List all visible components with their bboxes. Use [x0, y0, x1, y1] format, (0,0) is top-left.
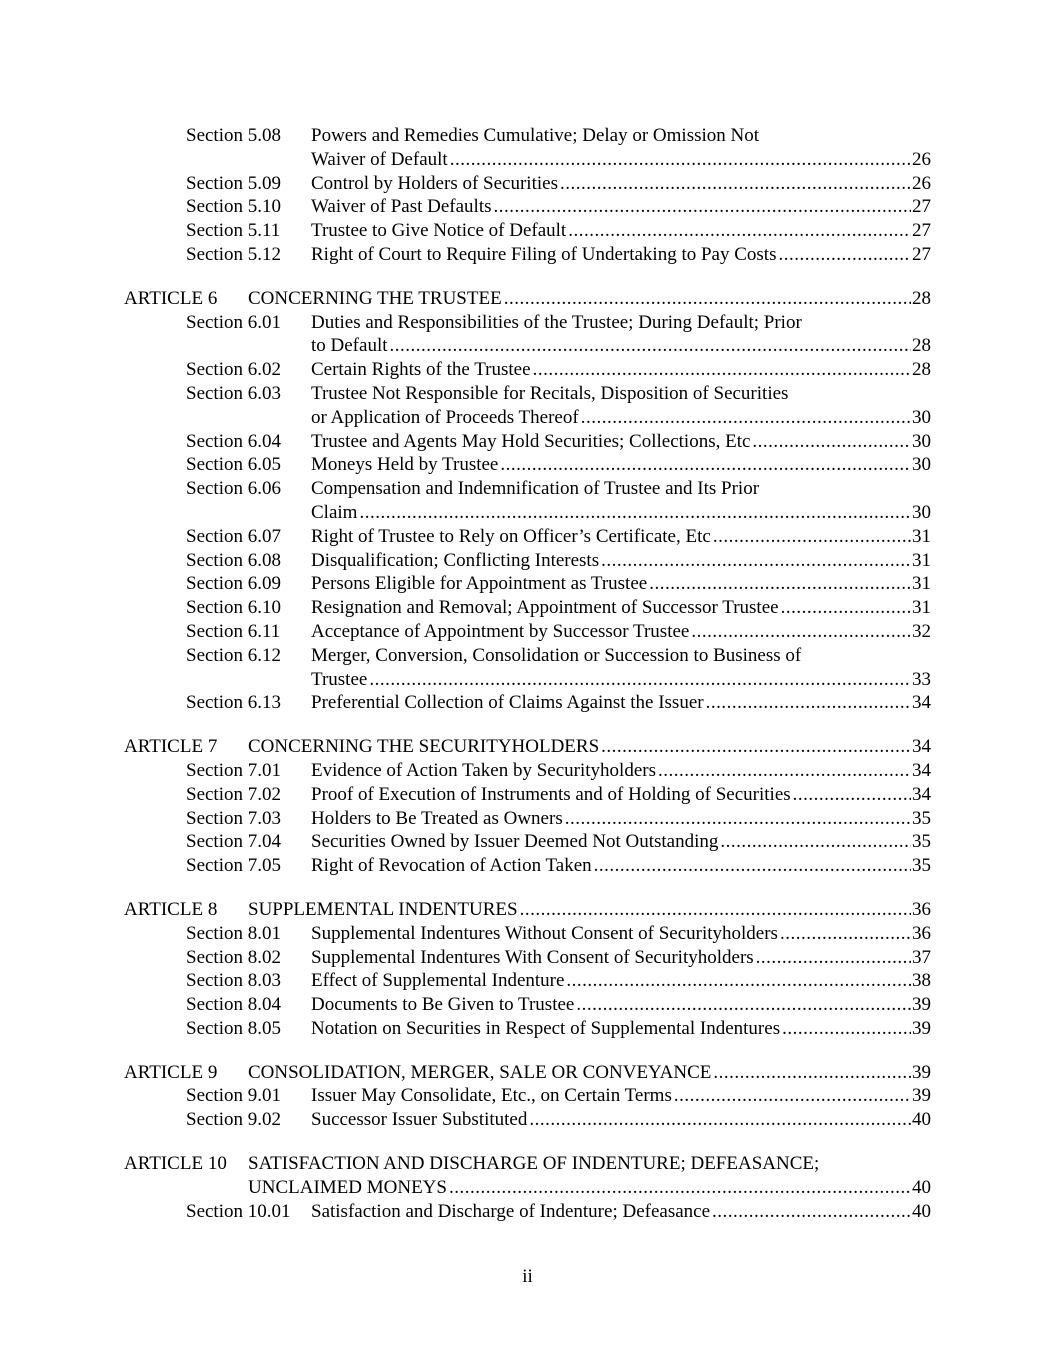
dot-leader: [359, 501, 911, 525]
page-reference: 36: [912, 922, 931, 944]
toc-section-row[interactable]: [0, 430, 1055, 454]
entry-title: CONCERNING THE SECURITYHOLDERS: [248, 736, 600, 758]
section-number: Section 6.13: [186, 692, 281, 714]
dot-leader: [601, 549, 911, 573]
toc-leader-line: [311, 501, 931, 525]
toc-section-row[interactable]: [0, 148, 1055, 172]
dot-leader: [713, 1061, 911, 1085]
article-number: ARTICLE 6: [124, 287, 218, 309]
dot-leader: [494, 195, 912, 219]
section-number: Section 6.02: [186, 359, 281, 381]
page-reference: 35: [912, 855, 931, 877]
entry-title: Control by Holders of Securities: [311, 172, 558, 194]
toc-section-row[interactable]: [0, 1084, 1055, 1108]
toc-article-row[interactable]: [0, 898, 1055, 922]
article-number: ARTICLE 9: [124, 1061, 218, 1083]
toc-section-row[interactable]: [0, 993, 1055, 1017]
page-reference: 30: [912, 454, 931, 476]
section-number: Section 6.08: [186, 549, 281, 571]
entry-title: Moneys Held by Trustee: [311, 454, 499, 476]
article-number: ARTICLE 8: [124, 898, 218, 920]
toc-leader-line: [248, 1176, 931, 1200]
section-number: Section 8.05: [186, 1017, 281, 1039]
entry-title: Documents to Be Given to Trustee: [311, 994, 575, 1016]
entry-title: Certain Rights of the Trustee: [311, 359, 531, 381]
page-reference: 33: [912, 668, 931, 690]
toc-section-row[interactable]: [0, 195, 1055, 219]
entry-title: Claim: [311, 501, 358, 523]
entry-title: Right of Revocation of Action Taken: [311, 855, 592, 877]
dot-leader: [649, 572, 911, 596]
dot-leader: [594, 854, 911, 878]
dot-leader: [560, 172, 911, 196]
toc-section-row[interactable]: [0, 243, 1055, 267]
entry-title: Trustee: [311, 668, 368, 690]
toc-spacer: [0, 715, 1055, 735]
page-reference: 28: [912, 335, 931, 357]
page-reference: 39: [912, 1017, 931, 1039]
entry-title: SUPPLEMENTAL INDENTURES: [248, 898, 518, 920]
dot-leader: [712, 1200, 911, 1224]
toc-section-row: [0, 477, 1055, 501]
dot-leader: [450, 148, 911, 172]
toc-leader-line: [311, 525, 931, 549]
toc-leader-line: [311, 691, 931, 715]
page-reference: 30: [912, 430, 931, 452]
toc-section-row[interactable]: [0, 946, 1055, 970]
toc-leader-line: [311, 1200, 931, 1224]
section-number: Section 6.11: [186, 620, 281, 642]
toc-section-row[interactable]: [0, 759, 1055, 783]
toc-leader-line: [311, 358, 931, 382]
toc-leader-line: [311, 172, 931, 196]
toc-section-row[interactable]: [0, 219, 1055, 243]
toc-leader-line: [311, 1017, 931, 1041]
entry-title-line: Merger, Conversion, Consolidation or Succession to Business of: [311, 644, 802, 666]
entry-title: Proof of Execution of Instruments and of Holding of Securities: [311, 783, 791, 805]
section-number: Section 6.12: [186, 644, 281, 666]
entry-title: UNCLAIMED MONEYS: [248, 1176, 447, 1198]
entry-title: Resignation and Removal; Appointment of Successor Trustee: [311, 597, 779, 619]
page-reference: 34: [912, 736, 931, 758]
entry-title: to Default: [311, 335, 388, 357]
toc-leader-line: [311, 430, 931, 454]
toc-article-row: [0, 1152, 1055, 1176]
toc-article-row[interactable]: [0, 1061, 1055, 1085]
dot-leader: [533, 358, 911, 382]
page-reference: 39: [912, 1085, 931, 1107]
section-number: Section 6.03: [186, 382, 281, 404]
toc-section-row[interactable]: [0, 620, 1055, 644]
section-number: Section 7.03: [186, 807, 281, 829]
toc-leader-line: [311, 993, 931, 1017]
entry-title: Securities Owned by Issuer Deemed Not Outstanding: [311, 831, 719, 853]
dot-leader: [713, 525, 911, 549]
dot-leader: [720, 830, 911, 854]
dot-leader: [780, 922, 911, 946]
toc-leader-line: [311, 830, 931, 854]
toc-spacer: [0, 1041, 1055, 1061]
entry-title: CONCERNING THE TRUSTEE: [248, 287, 502, 309]
toc-spacer: [0, 1132, 1055, 1152]
dot-leader: [449, 1176, 911, 1200]
toc-section-row[interactable]: [0, 807, 1055, 831]
dot-leader: [565, 807, 911, 831]
article-number: ARTICLE 10: [124, 1153, 227, 1175]
section-number: Section 5.10: [186, 196, 281, 218]
entry-title: Supplemental Indentures Without Consent of Securityholders: [311, 922, 778, 944]
dot-leader: [581, 406, 911, 430]
toc-section-row[interactable]: [0, 969, 1055, 993]
entry-title-line: Compensation and Indemnification of Trustee and Its Prior: [311, 478, 760, 500]
entry-title: CONSOLIDATION, MERGER, SALE OR CONVEYANCE: [248, 1061, 712, 1083]
entry-title: Trustee to Give Notice of Default: [311, 220, 567, 242]
page-reference: 39: [912, 1061, 931, 1083]
entry-title: or Application of Proceeds Thereof: [311, 406, 579, 428]
toc-leader-line: [311, 1084, 931, 1108]
toc-leader-line: [311, 946, 931, 970]
toc-leader-line: [311, 668, 931, 692]
toc-section-row: [0, 382, 1055, 406]
entry-title-line: Powers and Remedies Cumulative; Delay or Omission Not: [311, 125, 760, 146]
page-reference: 40: [912, 1109, 931, 1131]
toc-article-row[interactable]: [0, 735, 1055, 759]
entry-title: Disqualification; Conflicting Interests: [311, 549, 600, 571]
entry-title: Notation on Securities in Respect of Supplemental Indentures: [311, 1017, 781, 1039]
page-reference: 31: [912, 549, 931, 571]
toc-leader-line: [311, 759, 931, 783]
section-number: Section 6.04: [186, 430, 281, 452]
section-number: Section 8.02: [186, 946, 281, 968]
section-number: Section 6.10: [186, 597, 281, 619]
toc-leader-line: [311, 334, 931, 358]
toc-leader-line: [248, 287, 931, 311]
toc-section-row[interactable]: [0, 691, 1055, 715]
section-number: Section 7.04: [186, 831, 281, 853]
page-reference: 34: [912, 692, 931, 714]
dot-leader: [576, 993, 911, 1017]
toc-article-row[interactable]: [0, 287, 1055, 311]
section-number: Section 6.07: [186, 525, 281, 547]
dot-leader: [691, 620, 911, 644]
toc-section-row[interactable]: [0, 525, 1055, 549]
toc-section-row[interactable]: [0, 501, 1055, 525]
entry-title: Persons Eligible for Appointment as Trustee: [311, 573, 648, 595]
toc-leader-line: [311, 549, 931, 573]
dot-leader: [568, 219, 911, 243]
entry-title: Effect of Supplemental Indenture: [311, 970, 565, 992]
toc-section-row[interactable]: [0, 1108, 1055, 1132]
section-number: Section 10.01: [186, 1200, 291, 1222]
page-reference: 37: [912, 946, 931, 968]
entry-title: Trustee and Agents May Hold Securities; Collections, Etc: [311, 430, 751, 452]
page-reference: 27: [912, 220, 931, 242]
dot-leader: [658, 759, 911, 783]
page-reference: 26: [912, 148, 931, 170]
article-number: ARTICLE 7: [124, 736, 218, 758]
page-reference: 31: [912, 525, 931, 547]
toc-section-row[interactable]: [0, 1017, 1055, 1041]
toc-leader-line: [311, 969, 931, 993]
toc-section-row[interactable]: [0, 358, 1055, 382]
toc-leader-line: [311, 148, 931, 172]
entry-title: Preferential Collection of Claims Against the Issuer: [311, 692, 704, 714]
entry-title: Waiver of Default: [311, 148, 448, 170]
section-number: Section 9.01: [186, 1085, 281, 1107]
page-reference: 39: [912, 994, 931, 1016]
page-reference: 34: [912, 783, 931, 805]
page-reference: 31: [912, 573, 931, 595]
dot-leader: [706, 691, 911, 715]
section-number: Section 8.04: [186, 994, 281, 1016]
entry-title: Waiver of Past Defaults: [311, 196, 492, 218]
dot-leader: [781, 596, 911, 620]
toc-leader-line: [311, 854, 931, 878]
dot-leader: [782, 1017, 911, 1041]
page-reference: 27: [912, 196, 931, 218]
toc-section-row[interactable]: [0, 854, 1055, 878]
toc-section-row: [0, 311, 1055, 335]
page-reference: 26: [912, 172, 931, 194]
section-number: Section 5.11: [186, 220, 281, 242]
page-reference: 30: [912, 406, 931, 428]
page-reference: 27: [912, 243, 931, 265]
section-number: Section 7.01: [186, 759, 281, 781]
section-number: Section 5.12: [186, 243, 281, 265]
section-number: Section 8.01: [186, 922, 281, 944]
entry-title-line: SATISFACTION AND DISCHARGE OF INDENTURE; DEFEASANCE;: [248, 1153, 820, 1175]
toc-leader-line: [248, 898, 931, 922]
entry-title-line: Duties and Responsibilities of the Trustee; During Default; Prior: [311, 311, 802, 333]
toc-leader-line: [311, 807, 931, 831]
dot-leader: [752, 430, 911, 454]
toc-spacer: [0, 267, 1055, 287]
entry-title: Successor Issuer Substituted: [311, 1109, 528, 1131]
toc-section-row[interactable]: [0, 572, 1055, 596]
page-reference: 28: [912, 359, 931, 381]
page-reference: 40: [912, 1200, 931, 1222]
toc-section-row[interactable]: [0, 453, 1055, 477]
dot-leader: [529, 1108, 911, 1132]
toc-leader-line: [311, 620, 931, 644]
dot-leader: [504, 287, 911, 311]
dot-leader: [390, 334, 911, 358]
section-number: Section 6.01: [186, 311, 281, 333]
page-number: ii: [522, 1266, 533, 1287]
toc-leader-line: [311, 783, 931, 807]
toc-section-row[interactable]: [0, 783, 1055, 807]
toc-section-row[interactable]: [0, 406, 1055, 430]
section-number: Section 7.05: [186, 855, 281, 877]
section-number: Section 8.03: [186, 970, 281, 992]
toc-leader-line: [311, 596, 931, 620]
entry-title: Satisfaction and Discharge of Indenture; Defeasance: [311, 1200, 711, 1222]
page-reference: 40: [912, 1176, 931, 1198]
toc-section-row[interactable]: [0, 668, 1055, 692]
toc-leader-line: [311, 922, 931, 946]
section-number: Section 6.06: [186, 478, 281, 500]
toc-leader-line: [248, 735, 931, 759]
toc-leader-line: [311, 195, 931, 219]
page-reference: 31: [912, 597, 931, 619]
page-reference: 35: [912, 831, 931, 853]
toc-section-row[interactable]: [0, 596, 1055, 620]
entry-title: Holders to Be Treated as Owners: [311, 807, 563, 829]
entry-title: Supplemental Indentures With Consent of Securityholders: [311, 946, 754, 968]
toc-section-row[interactable]: [0, 922, 1055, 946]
page-reference: 36: [912, 898, 931, 920]
toc-spacer: [0, 878, 1055, 898]
toc-leader-line: [311, 572, 931, 596]
toc-section-row: [0, 124, 1055, 148]
section-number: Section 5.09: [186, 172, 281, 194]
entry-title: Right of Court to Require Filing of Undertaking to Pay Costs: [311, 243, 777, 265]
toc-section-row[interactable]: [0, 1200, 1055, 1224]
section-number: Section 6.09: [186, 573, 281, 595]
page-reference: 30: [912, 501, 931, 523]
toc-leader-line: [248, 1061, 931, 1085]
toc-leader-line: [311, 406, 931, 430]
entry-title: Issuer May Consolidate, Etc., on Certain Terms: [311, 1085, 672, 1107]
dot-leader: [674, 1084, 911, 1108]
section-number: Section 5.08: [186, 125, 281, 146]
dot-leader: [756, 946, 911, 970]
entry-title: Right of Trustee to Rely on Officer’s Certificate, Etc: [311, 525, 711, 547]
page-reference: 35: [912, 807, 931, 829]
dot-leader: [601, 735, 911, 759]
toc-section-row[interactable]: [0, 830, 1055, 854]
table-of-contents: [0, 124, 1055, 1223]
dot-leader: [500, 453, 911, 477]
section-number: Section 7.02: [186, 783, 281, 805]
toc-leader-line: [311, 453, 931, 477]
toc-section-row[interactable]: [0, 549, 1055, 573]
toc-article-row[interactable]: [0, 1176, 1055, 1200]
dot-leader: [793, 783, 911, 807]
toc-leader-line: [311, 219, 931, 243]
dot-leader: [369, 668, 911, 692]
page-reference: 32: [912, 620, 931, 642]
entry-title: Evidence of Action Taken by Securityholders: [311, 759, 656, 781]
page-reference: 28: [912, 287, 931, 309]
toc-section-row: [0, 644, 1055, 668]
entry-title: Acceptance of Appointment by Successor Trustee: [311, 620, 690, 642]
page-reference: 34: [912, 759, 931, 781]
dot-leader: [520, 898, 911, 922]
page-reference: 38: [912, 970, 931, 992]
toc-section-row[interactable]: [0, 334, 1055, 358]
toc-leader-line: [311, 243, 931, 267]
toc-leader-line: [311, 1108, 931, 1132]
dot-leader: [566, 969, 911, 993]
section-number: Section 6.05: [186, 454, 281, 476]
section-number: Section 9.02: [186, 1109, 281, 1131]
toc-section-row[interactable]: [0, 172, 1055, 196]
dot-leader: [778, 243, 911, 267]
entry-title-line: Trustee Not Responsible for Recitals, Disposition of Securities: [311, 382, 789, 404]
